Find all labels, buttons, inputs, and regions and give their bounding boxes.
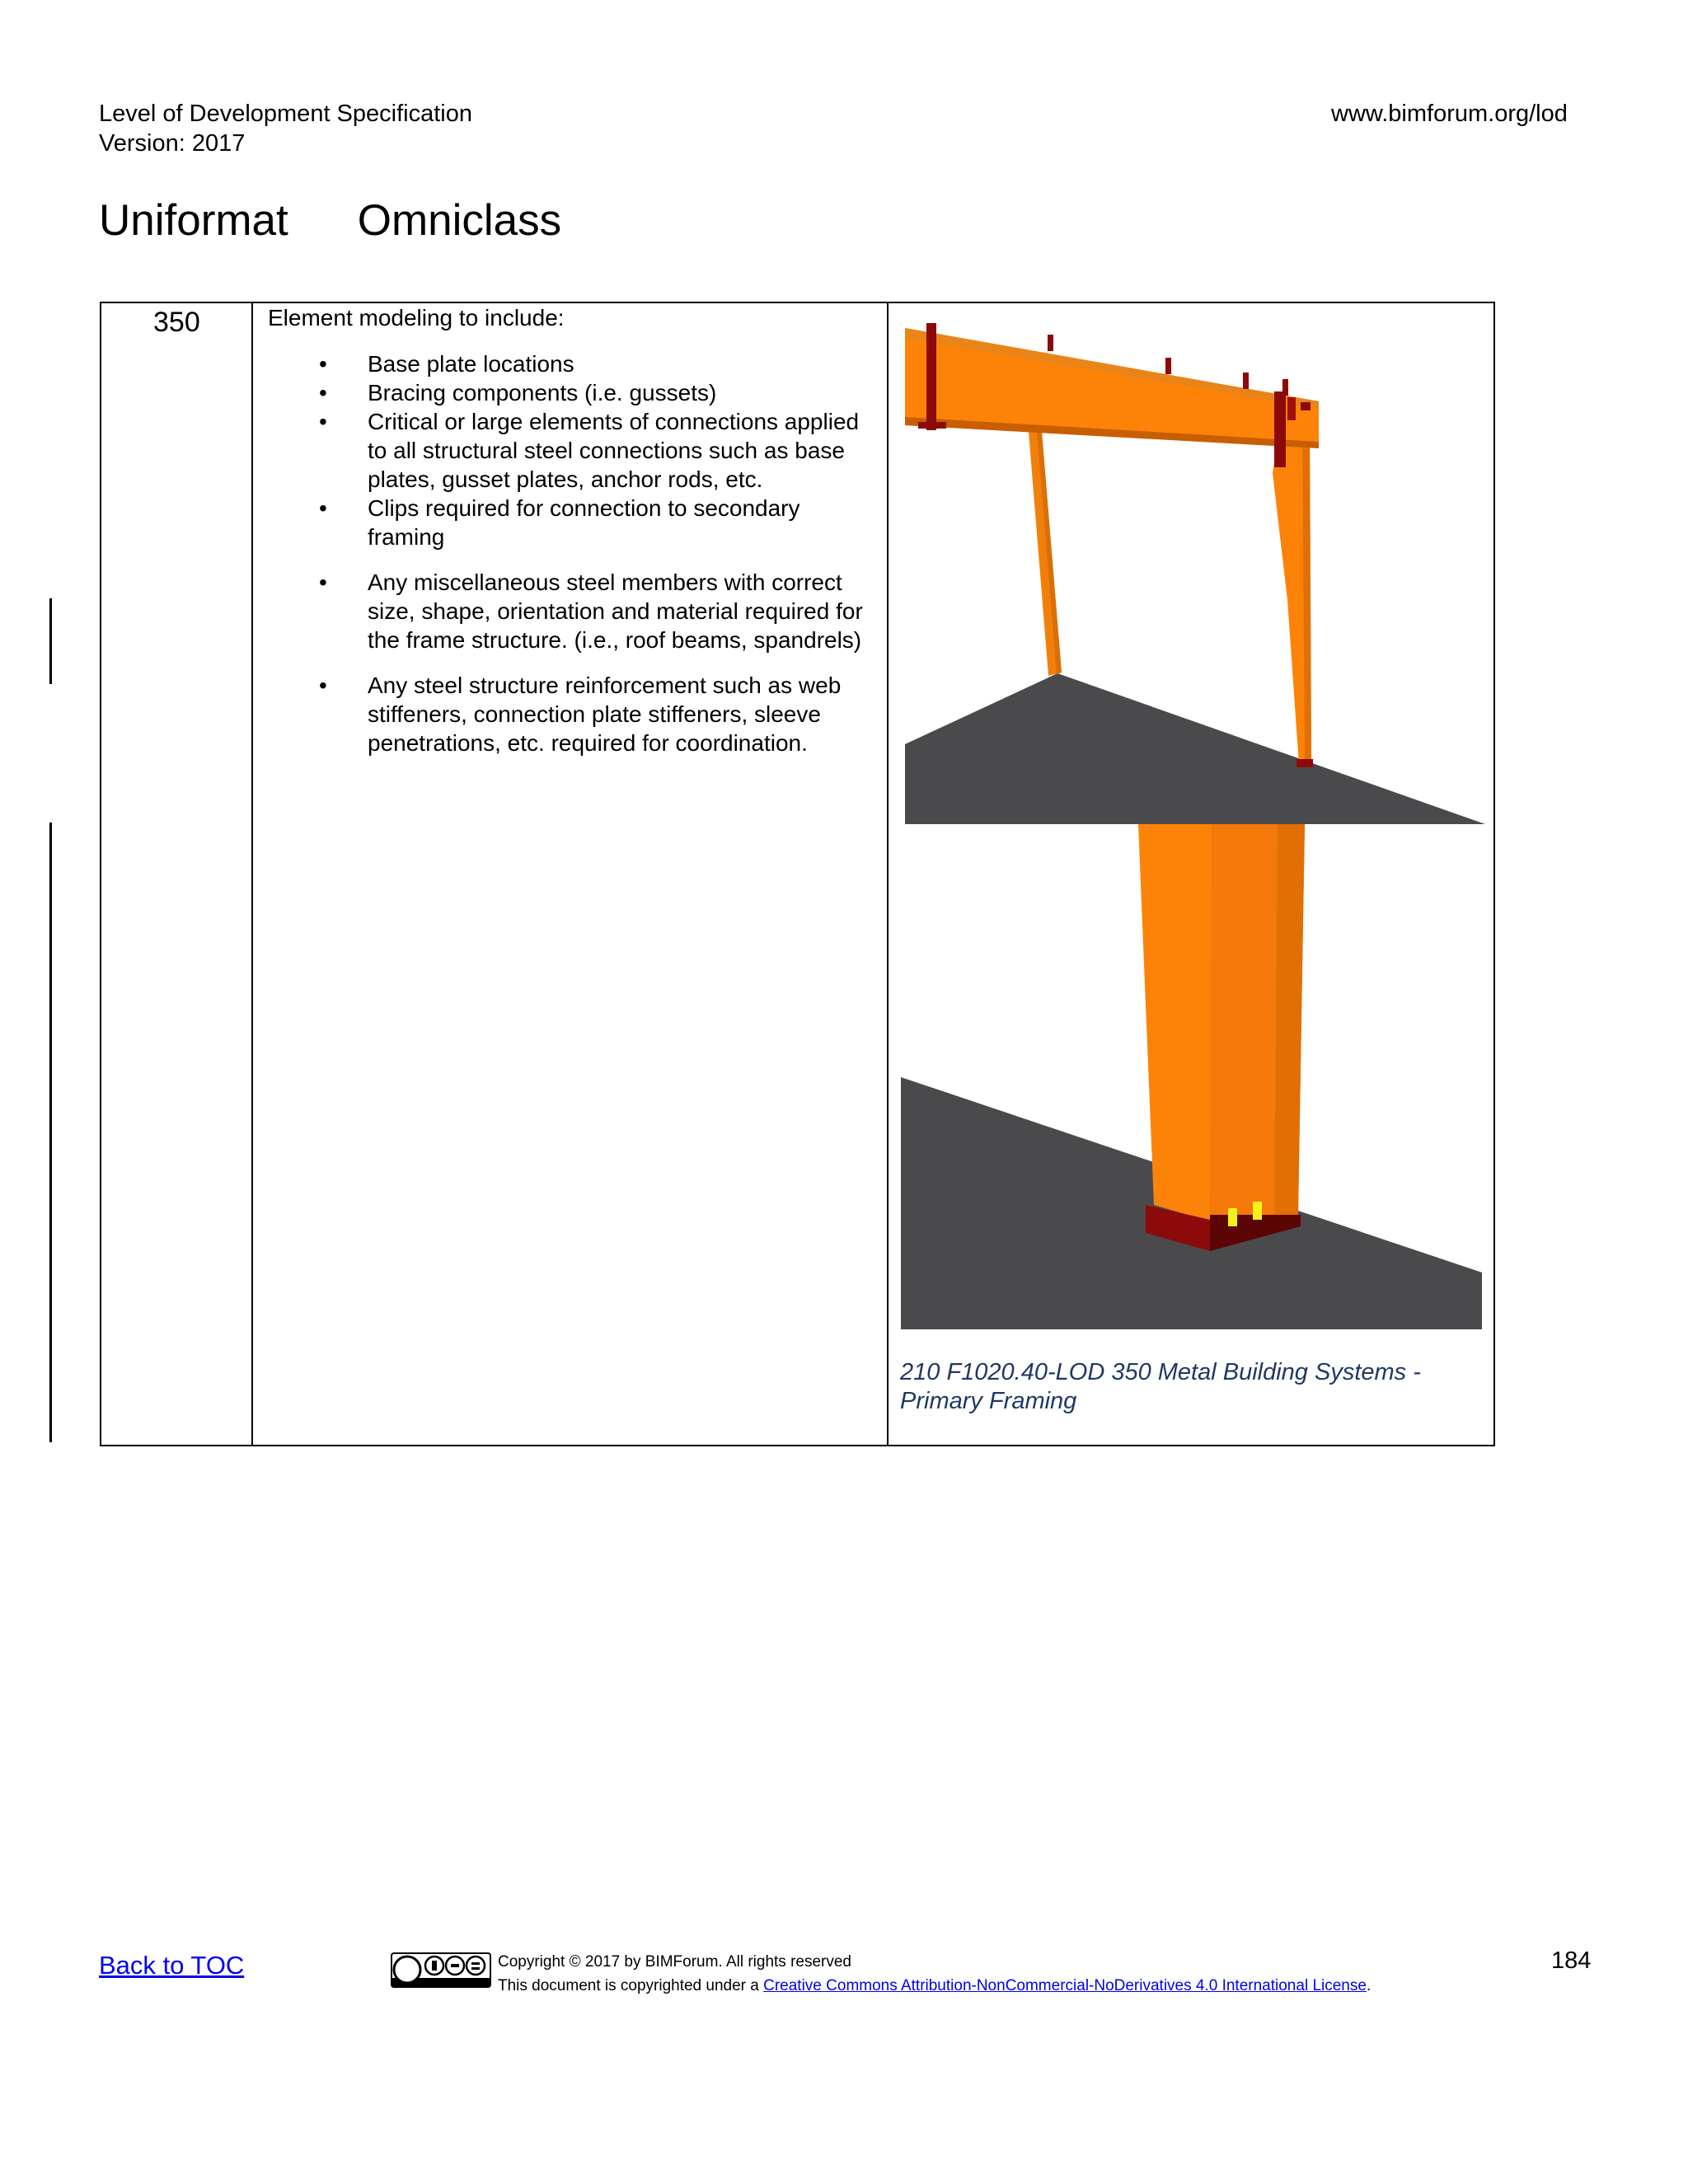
metal-building-framing-illustration <box>897 303 1490 1338</box>
anchor-rod <box>1228 1208 1237 1226</box>
purlin-clip <box>1048 335 1053 351</box>
requirements-list <box>268 349 878 757</box>
element-modeling-description <box>268 303 878 757</box>
section-headings <box>99 194 561 247</box>
uniformat-heading: Uniformat <box>99 196 288 245</box>
list-item: • Clips required for connection to secondary framing <box>268 494 878 551</box>
floor-slab <box>905 673 1485 824</box>
list-item: • Any miscellaneous steel members with correct size, shape, orientation and material required for the frame structure. (i.e., roof beams, spandrels) <box>268 568 878 654</box>
document-header <box>99 99 472 158</box>
frame-overview-render <box>905 323 1485 824</box>
knee-connection-plate <box>1274 391 1286 467</box>
column-divider <box>887 303 889 1445</box>
back-to-toc-link[interactable]: Back to TOC <box>99 1951 245 1980</box>
purlin-clip <box>1243 373 1249 389</box>
revision-change-bar <box>49 598 52 684</box>
list-item: • Critical or large elements of connections applied to all structural steel connections such as base plates, gusset plates, anchor rods, etc. <box>268 407 878 494</box>
list-item: • Bracing components (i.e. gussets) <box>268 378 878 407</box>
license-prefix: This document is copyrighted under a <box>498 1977 764 1994</box>
purlin-clip <box>1165 358 1171 374</box>
creative-commons-license-link[interactable]: Creative Commons Attribution-NonCommercial-NoDerivatives 4.0 International License <box>763 1977 1367 1994</box>
lod-level-cell: 350 <box>153 307 200 338</box>
list-item: • Any steel structure reinforcement such as web stiffeners, connection plate stiffeners, sleeve penetrations, etc. required for coordination. <box>268 671 878 757</box>
document-version: Version: 2017 <box>99 130 246 157</box>
end-plate <box>926 323 936 430</box>
column-divider <box>251 303 253 1445</box>
revision-change-bar <box>49 823 52 1442</box>
base-plate-detail-render <box>901 824 1482 1329</box>
license-notice <box>498 1976 1371 1996</box>
license-suffix: . <box>1366 1977 1372 1994</box>
website-url: www.bimforum.org/lod <box>1331 101 1568 127</box>
anchor-rod <box>1253 1202 1262 1220</box>
omniclass-heading: Omniclass <box>357 196 562 245</box>
description-intro: Element modeling to include: <box>268 305 565 330</box>
figure-caption: 210 F1020.40-LOD 350 Metal Building Systems - Primary Framing <box>900 1359 1421 1414</box>
document-title: Level of Development Specification <box>99 101 472 127</box>
copyright-notice: Copyright © 2017 by BIMForum. All rights reserved <box>498 1953 852 1971</box>
page-number: 184 <box>1551 1947 1592 1974</box>
lod-spec-table <box>100 302 1495 1446</box>
list-item: • Base plate locations <box>268 349 878 378</box>
cc-license-badge-icon <box>391 1952 491 1988</box>
